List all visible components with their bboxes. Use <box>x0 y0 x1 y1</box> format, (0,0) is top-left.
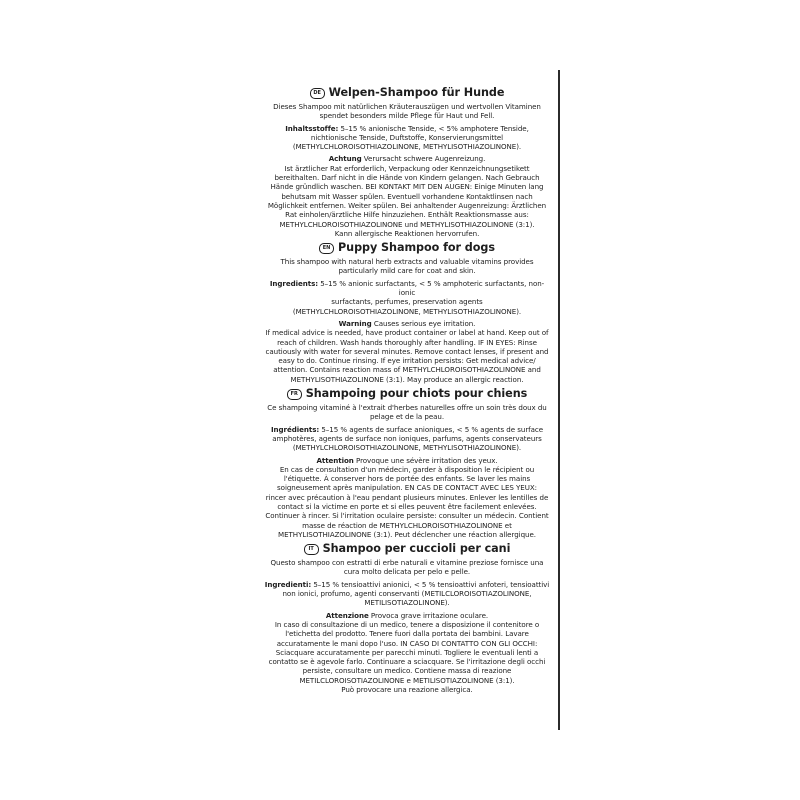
intro-line: This shampoo with natural herb extracts and valuable vitamins provides <box>280 257 534 267</box>
language-badge: DE <box>310 88 325 99</box>
ingredients-paragraph <box>262 124 552 152</box>
warning-line: rincer avec précaution à l'eau pendant plusieurs minutes. Enlever les lentilles de <box>265 492 549 502</box>
warning-line: attention. Contains reaction mass of METHYLCHLOROISOTHIAZOLINONE and <box>273 365 541 375</box>
ingredients-label: Ingredienti: <box>264 579 312 589</box>
intro-paragraph <box>262 102 552 121</box>
warning-line: l'etichetta del prodotto. Tenere fuori dalla portata dei bambini. Lavare <box>285 629 529 639</box>
warning-line: Hände gründlich waschen. BEI KONTAKT MIT DEN AUGEN: Einige Minuten lang <box>270 182 544 192</box>
fold-line <box>558 70 560 730</box>
ingredients-line <box>262 124 552 133</box>
language-badge: FR <box>287 389 302 400</box>
warning-line <box>262 154 552 163</box>
intro-line: Dieses Shampoo mit natürlichen Kräuterauszügen und wertvollen Vitaminen <box>273 102 541 111</box>
warning-line: Rat einholen/ärztliche Hilfe hinzuziehen. Enthält Reaktionsmasse aus: <box>285 210 529 220</box>
ingredients-label: Inhaltsstoffe: <box>285 123 339 133</box>
warning-line <box>262 319 552 328</box>
warning-line: Continuer à rincer. Si l'irritation oculaire persiste: consulter un médecin. Contient <box>265 511 549 521</box>
warning-line: Sciacquare accuratamente per parecchi minuti. Togliere le eventuali lenti a <box>275 647 539 657</box>
intro-line: particularly mild care for coat and skin. <box>338 266 476 276</box>
intro-paragraph <box>262 257 552 276</box>
ingredients-text: 5–15 % agents de surface anioniques, < 5 % agents de surface <box>319 424 544 434</box>
ingredients-line: (METHYLCHLOROISOTHIAZOLINONE, METHYLISOTHIAZOLINONE). <box>292 306 522 316</box>
section-heading <box>262 542 552 556</box>
ingredients-paragraph <box>262 580 552 608</box>
warning-line: reach of children. Wash hands thoroughly after handling. IF IN EYES: Rinse <box>277 337 537 347</box>
ingredients-line: amphotères, agents de surface non ioniques, parfums, agents conservateurs <box>272 433 542 443</box>
section-heading <box>262 86 552 100</box>
ingredients-line <box>262 580 552 589</box>
section-title: Puppy Shampoo for dogs <box>338 241 495 255</box>
warning-line: En cas de consultation d'un médecin, garder à disposition le récipient ou <box>279 464 535 474</box>
ingredients-line: nichtionische Tenside, Duftstoffe, Konservierungsmittel <box>310 132 504 142</box>
ingredients-paragraph <box>262 279 552 316</box>
warning-label: Achtung <box>328 154 362 164</box>
warning-line: cautiously with water for several minutes. Remove contact lenses, if present and <box>265 346 549 356</box>
warning-line: Kann allergische Reaktionen hervorrufen. <box>334 228 480 238</box>
warning-line <box>262 456 552 465</box>
warning-paragraph <box>262 456 552 540</box>
ingredients-line <box>262 279 552 298</box>
warning-line: behutsam mit Wasser spülen. Eventuell vorhandene Kontaktlinsen nach <box>281 191 533 201</box>
warning-line: Ist ärztlicher Rat erforderlich, Verpackung oder Kennzeichnungsetikett <box>284 163 530 173</box>
warning-line: METILCLOROISOTIAZOLINONE e METILISOTIAZOLINONE (3:1). <box>299 675 515 685</box>
ingredients-line: non ionici, profumo, agenti conservanti (METILCLOROISOTIAZOLINONE, <box>282 589 532 599</box>
warning-text: Provoca grave irritazione oculare. <box>368 610 489 620</box>
warning-label: Warning <box>338 318 372 328</box>
warning-paragraph <box>262 154 552 238</box>
warning-line: l'étiquette. À conserver hors de portée des enfants. Se laver les mains <box>283 474 531 484</box>
warning-line: METHYLISOTHIAZOLINONE (3:1). May produce an allergic reaction. <box>290 374 524 384</box>
ingredients-paragraph <box>262 425 552 453</box>
ingredients-line <box>262 425 552 434</box>
language-badge: IT <box>304 544 319 555</box>
ingredients-line: surfactants, perfumes, preservation agents <box>331 297 483 307</box>
section-fr <box>262 387 552 539</box>
section-title: Shampoo per cuccioli per cani <box>322 542 511 556</box>
warning-label: Attenzione <box>325 610 369 620</box>
warning-text: Verursacht schwere Augenreizung. <box>361 154 486 164</box>
language-badge: EN <box>319 243 334 254</box>
intro-paragraph <box>262 558 552 577</box>
ingredients-line: METILISOTIAZOLINONE). <box>364 598 450 608</box>
label-text-column <box>262 86 552 697</box>
warning-line: accuratamente le mani dopo l'uso. IN CASO DI CONTATTO CON GLI OCCHI: <box>276 638 538 648</box>
warning-line: masse de réaction de METHYLCHLOROISOTHIAZOLINONE et <box>302 520 512 530</box>
intro-line: pelage et de la peau. <box>369 412 445 422</box>
section-title: Shampoing pour chiots pour chiens <box>305 387 528 401</box>
intro-line: Ce shampoing vitaminé à l'extrait d'herbes naturelles offre un soin très doux du <box>267 403 547 413</box>
warning-line: bereithalten. Darf nicht in die Hände von Kindern gelangen. Nach Gebrauch <box>274 173 540 183</box>
warning-line: Può provocare una reazione allergica. <box>341 685 473 695</box>
section-title: Welpen-Shampoo für Hunde <box>328 86 505 99</box>
ingredients-line: (METHYLCHLOROISOTHIAZOLINONE, METHYLISOTHIAZOLINONE). <box>292 443 522 453</box>
warning-paragraph <box>262 319 552 384</box>
intro-line: spendet besonders milde Pflege für Haut und Fell. <box>319 111 495 121</box>
warning-line: persiste, consultare un medico. Contiene massa di reazione <box>302 666 512 676</box>
ingredients-text: 5–15 % anionic surfactants, < 5 % amphoteric surfactants, non-ionic <box>318 278 545 298</box>
warning-line: If medical advice is needed, have product container or label at hand. Keep out of <box>265 328 549 338</box>
intro-line: cura molto delicata per pelo e pelle. <box>343 567 471 577</box>
warning-text: Causes serious eye irritation. <box>371 318 476 328</box>
intro-line: Questo shampoo con estratti di erbe naturali e vitamine preziose fornisce una <box>270 558 544 568</box>
warning-line: contact si la victime en porte et si elles peuvent être facilement enlevées. <box>277 501 537 511</box>
section-heading <box>262 241 552 255</box>
warning-text: Provoque une sévère irritation des yeux. <box>353 455 498 465</box>
warning-paragraph <box>262 611 552 695</box>
warning-line: Möglichkeit entfernen. Weiter spülen. Bei anhaltender Augenreizung: Ärztlichen <box>267 200 547 210</box>
section-en <box>262 241 552 384</box>
warning-line: In caso di consultazione di un medico, tenere a disposizione il contenitore o <box>274 619 540 629</box>
section-de <box>262 86 552 238</box>
ingredients-label: Ingredients: <box>269 278 319 288</box>
warning-line <box>262 611 552 620</box>
ingredients-line: (METHYLCHLOROISOTHIAZOLINONE, METHYLISOTHIAZOLINONE). <box>292 142 522 152</box>
warning-line: soigneusement après manipulation. EN CAS DE CONTACT AVEC LES YEUX: <box>277 483 537 493</box>
ingredients-text: 5–15 % tensioattivi anionici, < 5 % tensioattivi anfoteri, tensioattivi <box>311 579 550 589</box>
intro-paragraph <box>262 403 552 422</box>
warning-line: easy to do. Continue rinsing. If eye irritation persists: Get medical advice/ <box>278 356 536 366</box>
warning-label: Attention <box>316 455 354 465</box>
warning-line: METHYLISOTHIAZOLINONE (3:1). Peut déclencher une réaction allergique. <box>278 529 536 539</box>
ingredients-label: Ingrédients: <box>270 424 320 434</box>
section-heading <box>262 387 552 401</box>
warning-line: METHYLCHLOROISOTHIAZOLINONE und METHYLISOTHIAZOLINONE (3:1). <box>279 219 535 229</box>
ingredients-text: 5–15 % anionische Tenside, < 5% amphotere Tenside, <box>338 123 529 133</box>
section-it <box>262 542 552 694</box>
warning-line: contatto se è agevole farlo. Continuare a sciacquare. Se l'irritazione degli occhi <box>268 657 546 667</box>
